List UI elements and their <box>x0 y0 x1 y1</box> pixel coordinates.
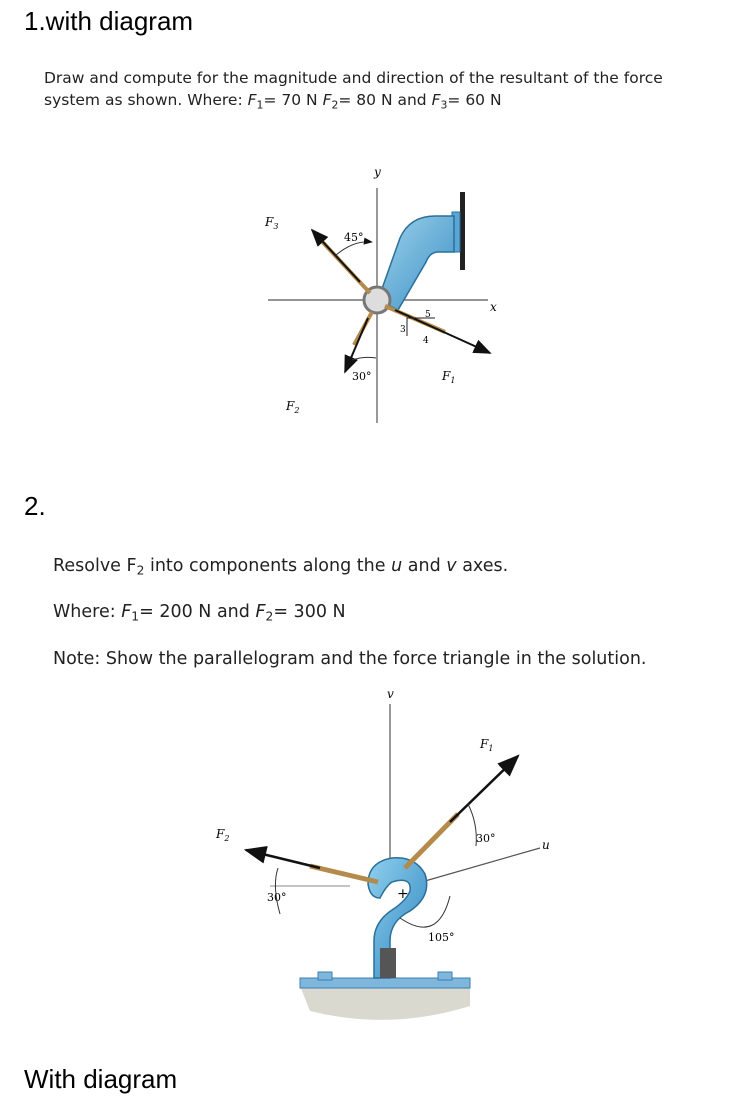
slope-5: 5 <box>425 310 431 320</box>
eye-hook <box>368 858 427 978</box>
f3-sub: 3 <box>440 98 448 112</box>
section1-heading: 1.with diagram <box>24 6 194 36</box>
slope-3: 3 <box>400 325 406 335</box>
angle-30-top-label: 30° <box>476 832 496 845</box>
angle-105-label: 105° <box>428 931 455 944</box>
s2-f2-label-diag: $F_2$ <box>216 827 230 843</box>
f2-label-diag: $F_2$ <box>286 399 300 415</box>
line1-u: u <box>391 556 403 576</box>
f1-rope-2 <box>405 814 458 868</box>
angle-30-arc <box>352 357 376 360</box>
f1-value: = 70 N <box>263 91 318 109</box>
f1-arrow <box>395 310 490 353</box>
s2-f1-value: = 200 N and <box>139 602 250 622</box>
f3-label-diag: $F_3$ <box>265 215 279 231</box>
problem-line2 <box>44 89 663 116</box>
line1-v: v <box>446 556 457 576</box>
line1-sub: 2 <box>136 563 145 578</box>
f3-label: F <box>431 91 441 109</box>
angle-30-label: 30° <box>352 370 372 383</box>
bolt-left <box>318 972 332 980</box>
hook-thread <box>380 948 396 978</box>
f2-label: F <box>322 91 332 109</box>
line2-prefix: Where: <box>53 602 116 622</box>
line1-end: axes. <box>462 556 509 576</box>
u-axis <box>425 848 540 881</box>
v-axis-label: v <box>387 687 394 701</box>
f2-value: = 80 N and <box>338 91 427 109</box>
f1-sub: 1 <box>256 98 264 112</box>
section1-problem <box>44 67 663 116</box>
y-axis-label: y <box>374 165 381 179</box>
slope-4: 4 <box>423 336 429 346</box>
u-axis-label: u <box>542 838 550 852</box>
section2-number: 2. <box>24 491 46 521</box>
s2-f1-label-diag: $F_1$ <box>480 737 494 753</box>
line1-mid: into components along the <box>149 556 386 576</box>
s2-f1-sub: 1 <box>131 609 140 624</box>
force-system-diagram <box>240 160 520 430</box>
bolt-right <box>438 972 452 980</box>
s2-f2-value: = 300 N <box>273 602 346 622</box>
base-ground <box>300 986 470 1020</box>
line1-and: and <box>407 556 441 576</box>
problem-line1: Draw and compute for the magnitude and direction of the resultant of the force <box>44 69 663 87</box>
f1-arrow-2 <box>450 756 518 822</box>
footer-text: With diagram <box>24 1064 178 1094</box>
wall-plate <box>460 192 465 270</box>
s2-f2-sub: 2 <box>265 609 274 624</box>
section2-line3: Note: Show the parallelogram and the force triangle in the solution. <box>53 649 647 669</box>
problem-line2-prefix: system as shown. Where: <box>44 91 243 109</box>
f2-rope-2 <box>310 866 378 882</box>
hook-diagram <box>200 686 560 1036</box>
f2-sub: 2 <box>331 98 339 112</box>
f2-arrow-2 <box>246 850 320 868</box>
s2-f2-label: F <box>255 602 266 622</box>
angle-45-label: 45° <box>344 231 364 244</box>
f3-value: = 60 N <box>447 91 502 109</box>
f1-label: F <box>247 91 257 109</box>
hook-center-plus: + <box>397 886 409 902</box>
section2-line1 <box>53 556 508 578</box>
s2-f1-label: F <box>121 602 132 622</box>
section2-line2 <box>53 602 346 624</box>
line1-prefix: Resolve F <box>53 556 137 576</box>
x-axis-label: x <box>490 300 497 314</box>
f2-arrow <box>345 318 368 372</box>
f1-label-diag: $F_1$ <box>442 369 456 385</box>
angle-30-left-label: 30° <box>267 891 287 904</box>
